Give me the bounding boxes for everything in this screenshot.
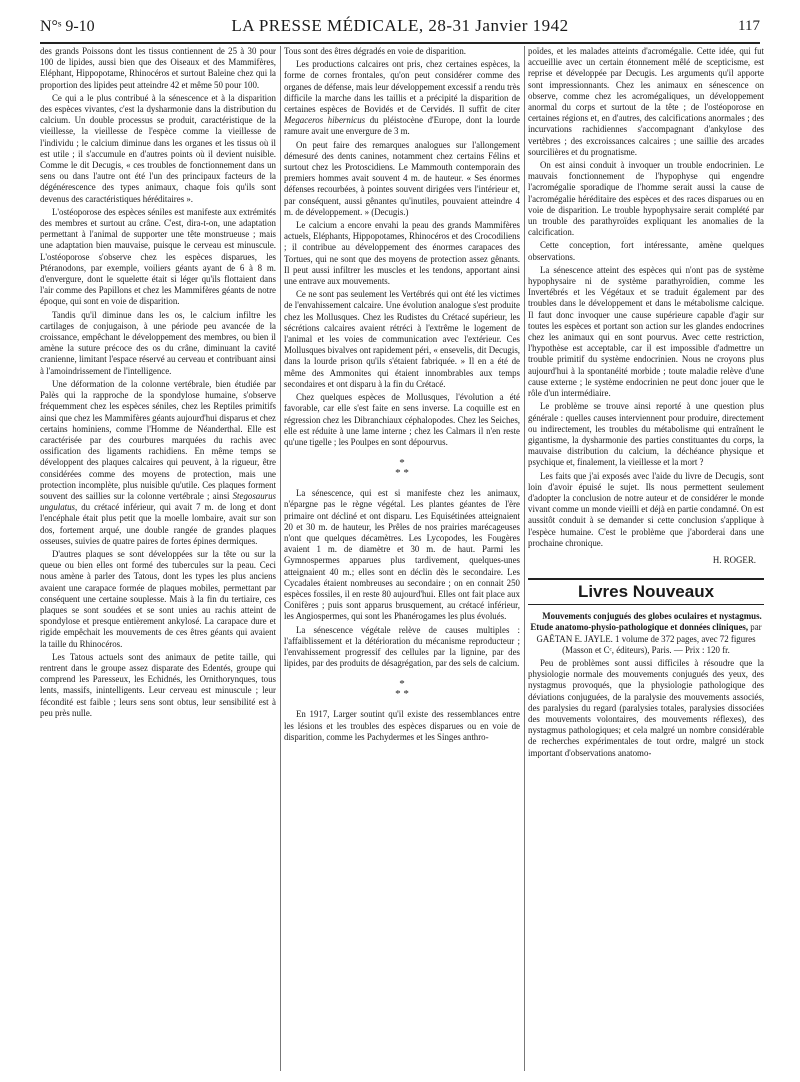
paragraph: On peut faire des remarques analogues sur l'allongement démesuré des dents canines, notamment chez certains Félins et surtout chez les Protoscidiens. Le Mammouth contemporain des premiers hommes avait souvent 4 m. de hauteur. « Ses énormes défenses recourbées, à pointes souvent dirigées vers l'intérieur et, par conséquent, aussi gênantes qu'inutiles, pouvaient atteindre 4 m. de développement. » (Decugis.) xyxy=(284,139,520,217)
paragraph: L'ostéoporose des espèces séniles est manifeste aux extrémités des membres et surtout au crâne. C'est, dira-t-on, une adaptation permettant à l'animal de supporter une tête monstrueuse ; mais une adaptation bien mauvaise, puisque le cerveau est minuscule. L'ostéoporose s'observe chez les espèces disparues, les Ptéranodons, par exemple, voiliers géants ayant de 6 à 8 m. d'envergure, dont le squelette était si léger qu'ils flottaient dans l'air comme des Papillons et chez les Mammifères géants de notre époque, qui sont en voie de disparition. xyxy=(40,206,276,307)
column-1 xyxy=(40,46,276,721)
column-divider xyxy=(280,46,281,1071)
page-header xyxy=(40,14,760,38)
paragraph: En 1917, Larger soutint qu'il existe des ressemblances entre les lésions et les troubles des espèces disparues ou en voie de disparition, comme les Pachydermes et les Singes anthro- xyxy=(284,709,520,742)
paragraph: Tandis qu'il diminue dans les os, le calcium infiltre les cartilages de conjugaison, à une période peu avancée de la croissance, empêchant le développement des membres, ou bien il amène la suture précoce des os du crâne, diminuant la cavité cranienne, limitant l'espace réservé au cerveau et contribuant ainsi à l'amoindrissement de l'intelligence. xyxy=(40,309,276,376)
book-entry xyxy=(528,611,764,656)
paragraph: Ce ne sont pas seulement les Vertébrés qui ont été les victimes de l'envahissement calcaire. Une évolution analogue s'est produite chez les Mollusques. Chez les Rudistes du Crétacé supérieur, les sécrétions calcaires avaient rétréci à l'extrême le logement de l'animal et les voies de communication avec l'extérieur. Ces Mollusques bivalves ont rapidement péri, « ensevelis, dit Decugis, dans la lourde prison qu'ils s'étaient fabriquée. » Il en a été de même des Ammonites qui étaient innombrables aux temps secondaires et ont disparu à la fin du Crétacé. xyxy=(284,289,520,389)
paragraph: D'autres plaques se sont développées sur la tête ou sur la queue ou bien elles ont formé des tubercules sur la peau. Ceci nous amène à parler des Tatous, dont les types les plus anciens avaient une carapace formée de plaques mobiles, permettant par conséquent une certaine souplesse. Mais à la fin du tertiaire, ces plaques se sont soudées et se sont unies au rachis atteint de spondylose et presque entièrement ankylosé. La carapace dure et rigide empêchait les mouvements de ces êtres géants qui avaient la taille du Rhinocéros. xyxy=(40,548,276,649)
book-review: Peu de problèmes sont aussi difficiles à résoudre que la physiologie normale des mouvements conjugués des yeux, des nystagmus provoqués, que la physiologie pathologique des déviations conjuguées, de la paralysie des mouvements associés, des paralysies du regard (paralysies totales, paralysies dissociées des mouvements volontaires, des mouvements réflexes), des nystagmus pathologiques; et cela malgré un nombre considérable de recherches expérimentales de tout ordre, malgré un stock important d'observations anatomo- xyxy=(528,657,764,758)
paragraph: Chez quelques espèces de Mollusques, l'évolution a été favorable, car elle s'est faite en sens inverse. La coquille est en régression chez les Dibranchiaux céphalopodes. Chez les Seiches, elle est réduite à une lame interne ; chez les Calmars il n'en reste qu'une tigelle ; les Poulpes en sont dépourvus. xyxy=(284,392,520,447)
book-meta: par GAËTAN E. JAYLE. 1 volume de 372 pages, avec 72 figures (Masson et Cᶜ, éditeurs), Paris. — Prix : 120 fr. xyxy=(536,622,762,655)
column-2 xyxy=(284,46,520,745)
species-name: Stegosaurus ungulatus, xyxy=(40,490,277,513)
paragraph: La sénescence atteint des espèces qui n'ont pas de système hypophysaire ni de système parathyroïdien, comme les Invertébrés et les Végétaux et se traduit également par des troubles dans le développement et dans le métabolisme calcique. Il faut donc invoquer une cause supérieure capable d'agir sur toutes les espèces et portant son action sur les glandes endocrines chez les animaux qui en sont pourvus. Avec cette restriction, l'hypothèse est acceptable, car il est impossible d'admettre un trouble primitif du système endocrinien. Nous ne croyons plus aujourd'hui à la spontanéité morbide ; toute maladie relève d'une cause externe ; le système endocrinien ne peut donc jouer que le rôle d'un intermédiaire. xyxy=(528,264,764,399)
paragraph-text: du pléistocène d'Europe, dont la lourde ramure avait une envergure de 3 m. xyxy=(284,115,520,137)
paragraph: Les Tatous actuels sont des animaux de petite taille, qui rentrent dans le groupe assez disparate des Edentés, groupe qui comprend les Paresseux, les Echidnés, les Ornithorynques, tous lents, massifs, inintelligents. Leur cerveau est minuscule ; leur fécondité est faible ; leurs sens sont obtus, leur sensibilité est à peu près nulle. xyxy=(40,651,276,718)
section-rule xyxy=(528,604,764,605)
paragraph: Tous sont des êtres dégradés en voie de disparition. xyxy=(284,46,467,56)
paragraph: poïdes, et les malades atteints d'acromégalie. Cette idée, qui fut accueillie avec un certain étonnement mêlé de scepticisme, est reprise et développée par Decugis. Les arguments qu'il apporte sont impressionnants. Chez les animaux en sénescence on observe, comme chez les acromégaliques, un développement anormal du corps et surtout de la tête ; de l'ostéoporose en certaines régions et, en d'autres, des calcifications anormales ; des incurvations rachidiennes s'accompagnant d'ankylose des vertèbres ; des excroissances calcaires ; une saillie des arcades sourcilières et du prognatisme. xyxy=(528,46,764,157)
paragraph-text: du crétacé inférieur, qui avait 7 m. de long et dont l'encéphale était plus petit que la moelle lombaire, avait sur son dos, fortement arqué, une double rangée de grandes plaques osseuses, suivies de quatre paires de fortes épines dermiques. xyxy=(40,502,276,546)
paragraph xyxy=(284,59,520,137)
column-divider xyxy=(524,46,525,1071)
section-rule xyxy=(528,578,764,580)
journal-title: LA PRESSE MÉDICALE, xyxy=(231,16,424,35)
page-number: 117 xyxy=(738,18,760,34)
paragraph: Le calcium a encore envahi la peau des grands Mammifères actuels, Eléphants, Hippopotames, Rhinocéros et des Crocodiliens ; il contribue au développement des énormes carapaces des Tortues, qui ne sont que des moyens de protection assez gênants. Il peut aussi infiltrer les muscles et les tendons, apportant ainsi une entrave aux mouvements. xyxy=(284,220,520,287)
journal-title-line xyxy=(190,16,610,36)
issue-date: 28-31 Janvier 1942 xyxy=(428,16,569,35)
column-3 xyxy=(528,46,764,761)
paragraph: Ce qui a le plus contribué à la sénescence et à la disparition des espèces vivantes, c'est la dysharmonie dans la distribution du calcium. Un double processus se produit, caractéristique de la vieillesse, la vieillesse de l'espèce comme la vieillesse de l'individu ; le calcium diminue dans les organes et les tissus où il est utile ; il s'accumule en d'autres points où il devient nuisible. Comme le dit Decugis, « ces troubles de fonctionnement dans un sens ou dans l'autre ont été l'un des principaux facteurs de la dégénérescence des types animaux, chaque fois qu'ils sont devenus des caractéristiques héréditaires ». xyxy=(40,92,276,204)
paragraph-text: Les productions calcaires ont pris, chez certaines espèces, la forme de cornes frontales, qu'on peut considérer comme des organes de défense, mais leur développement excessif a rendu très difficile la marche dans les taillis et a précipité la disparition de certaines espèces de Bovidés et de Cervidés. Il suffit de citer xyxy=(284,59,520,115)
paragraph: Le problème se trouve ainsi reporté à une question plus générale : quelles causes interviennent pour produire, directement ou indirectement, les troubles du métabolisme qui entraînent le gigantisme, la dysharmonie des parties constituantes du corps, la mauvaise distribution du calcium, la déchéance physique et psychique et, finalement, la vieillesse et la mort ? xyxy=(528,401,764,468)
book-title: Mouvements conjugués des globes oculaires et nystagmus. Etude anatomo-physio-pathologique et données cliniques, xyxy=(530,611,762,633)
paragraph: La sénescence, qui est si manifeste chez les animaux, n'épargne pas le règne végétal. Les plantes géantes de l'ère primaire ont décliné et ont disparu. Les Equisétinées atteignaient 20 et 30 m. de hauteur, les Prêles de nos prairies marécageuses n'ont que quelques décamètres. Les Lycopodes, les Fougères avaient 1 m. de diamètre et 30 m. de haut. Parmi les Gymnospermes apparues plus tardivement, quelques-unes atteignaient 40 m.; elles sont en déclin dès le secondaire. Les Cycadales étaient nombreuses au secondaire ; on en connait 250 espèces fossiles, il en reste 80 aujourd'hui. Elles ont fait place aux Conifères ; puis sont apparus brusquement, au crétacé inférieur, les Angiospermes, qui sont les Phanérogames les plus évolués. xyxy=(284,488,520,622)
paragraph xyxy=(40,379,276,547)
paragraph: Cette conception, fort intéressante, amène quelques observations. xyxy=(528,240,764,262)
paragraph: La sénescence végétale relève de causes multiples : l'affaiblissement et la détérioration du mécanisme reproducteur ; l'envahissement progressif des cellules par la lignine, par des lipides, par des produits de désagrégation, par des sels de calcium. xyxy=(284,624,520,669)
section-separator: * * * xyxy=(395,457,409,480)
species-name: Megaceros hibernicus xyxy=(284,115,366,126)
header-rule xyxy=(40,42,760,44)
paragraph: Les faits que j'ai exposés avec l'aide du livre de Decugis, sont loin d'avoir épuisé le sujet. Ils nous permettent seulement d'adopter la conclusion de notre auteur et de considérer le monde vivant comme un monde vieilli et déjà en partie condamné. On est aussitôt conduit à se demander si cette conclusion s'applique à l'espèce humaine. C'est le problème que j'aborderai dans une prochaine chronique. xyxy=(528,470,764,548)
paragraph: des grands Poissons dont les tissus contiennent de 25 à 30 pour 100 de lipides, aussi bien que des Oiseaux et des Mammifères, Eléphant, Hippopotame, Rhinocéros et surtout Baleine chez qui la proportion des lipides peut atteindre 42 et même 50 pour 100. xyxy=(40,46,276,90)
issue-number: N°ˢ 9-10 xyxy=(40,18,95,35)
paragraph-text: Une déformation de la colonne vertébrale, bien étudiée par Palès qui la rapproche de la spondylose humaine, s'observe fréquemment chez les espèces séniles, chez les Reptiles primitifs ainsi que chez les Mammifères géants aujourd'hui disparus et chez certains hominiens, comme l'Homme de Néanderthal. Elle est caractérisée par des courbures marquées du rachis avec ossification des ligaments rachidiens. En même temps se développent des plaques calcaires qui peuvent, à la rigueur, être considérées comme des moyens de protection, mais une protection incomplète, plus nuisible qu'utile. Ces plaques forment souvent des saillies sur la colonne vertébrale ; ainsi xyxy=(40,378,276,501)
section-separator: * * * xyxy=(395,678,409,701)
paragraph: On est ainsi conduit à invoquer un trouble endocrinien. Le mauvais fonctionnement de l'hypophyse qui engendre l'acromégalie sporadique de l'homme serait aussi la cause de l'acromégalie héréditaire des espèces et des races disparues ou en voie de disparition. Le trouble hypophysaire serait complété par un trouble des parathyroïdes expliquant les anomalies de la calcification. xyxy=(528,160,764,238)
section-title: Livres Nouveaux xyxy=(577,582,715,602)
author-signature: H. ROGER. xyxy=(712,554,756,565)
